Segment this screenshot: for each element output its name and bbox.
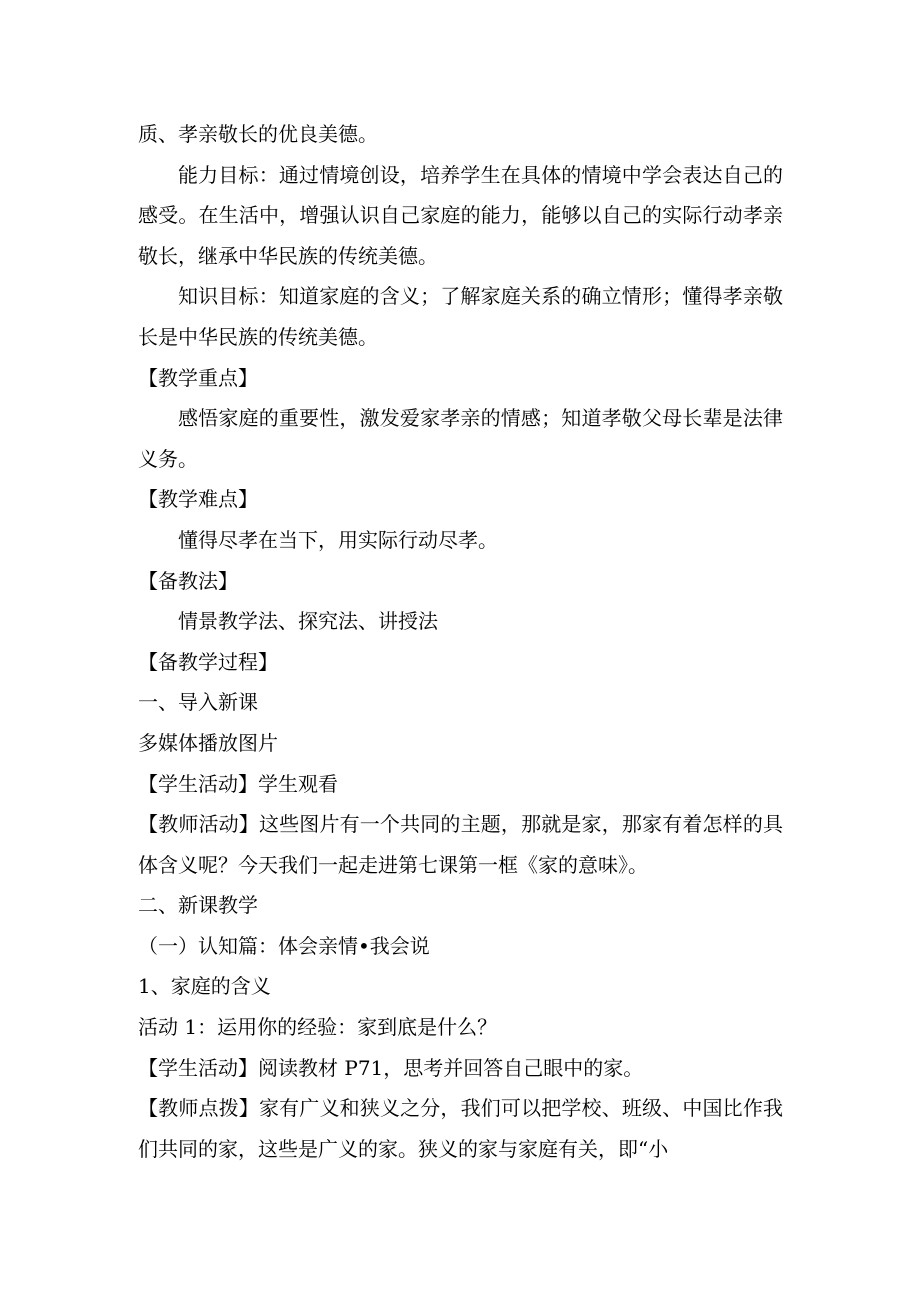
paragraph-student-activity-read: 【学生活动】阅读教材 P71，思考并回答自己眼中的家。 bbox=[138, 1055, 644, 1080]
paragraph-activity-1: 活动 1：运用你的经验：家到底是什么？ bbox=[138, 1015, 498, 1040]
heading-teaching-methods: 【备教法】 bbox=[138, 568, 238, 593]
paragraph-teacher-activity: 【教师活动】这些图片有一个共同的主题，那就是家，那家有着怎样的具体含义呢？今天我们一起走进第七课第一框《家的意味》。 bbox=[138, 812, 783, 877]
paragraph-multimedia: 多媒体播放图片 bbox=[138, 730, 278, 755]
heading-teaching-process: 【备教学过程】 bbox=[138, 649, 278, 674]
paragraph-teacher-guidance: 【教师点拨】家有广义和狭义之分，我们可以把学校、班级、中国比作我们共同的家，这些是广义的家。狭义的家与家庭有关，即“小 bbox=[138, 1096, 783, 1161]
paragraph-ability-goal: 能力目标：通过情境创设，培养学生在具体的情境中学会表达自己的感受。在生活中，增强认识自己家庭的能力，能够以自己的实际行动孝亲敬长，继承中华民族的传统美德。 bbox=[138, 162, 783, 268]
heading-teaching-focus: 【教学重点】 bbox=[138, 365, 258, 390]
paragraph-student-activity-watch: 【学生活动】学生观看 bbox=[138, 771, 338, 796]
paragraph-teaching-difficulty: 懂得尽孝在当下，用实际行动尽孝。 bbox=[178, 527, 498, 552]
subsection-cognition: （一）认知篇：体会亲情•我会说 bbox=[138, 933, 430, 958]
section-new-lesson-teaching: 二、新课教学 bbox=[138, 893, 258, 918]
paragraph-continuation: 质、孝亲敬长的优良美德。 bbox=[138, 122, 378, 146]
paragraph-knowledge-goal: 知识目标：知道家庭的含义；了解家庭关系的确立情形；懂得孝亲敬长是中华民族的传统美德。 bbox=[138, 284, 783, 349]
document-body bbox=[138, 114, 783, 1169]
item-family-meaning: 1、家庭的含义 bbox=[138, 974, 271, 999]
paragraph-teaching-methods: 情景教学法、探究法、讲授法 bbox=[178, 609, 438, 634]
paragraph-teaching-focus: 感悟家庭的重要性，激发爱家孝亲的情感；知道孝敬父母长辈是法律义务。 bbox=[138, 406, 783, 471]
section-intro-new-lesson: 一、导入新课 bbox=[138, 690, 258, 715]
heading-teaching-difficulty: 【教学难点】 bbox=[138, 487, 258, 512]
